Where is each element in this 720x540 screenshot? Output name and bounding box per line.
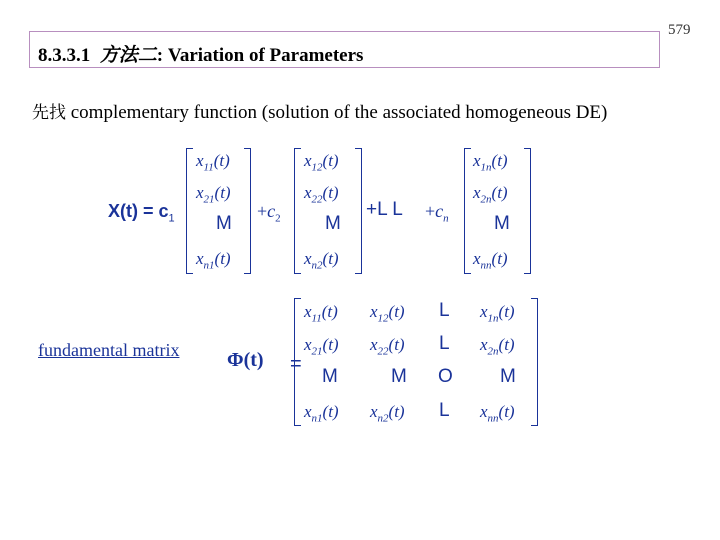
- bracket-col2-left: [294, 148, 301, 274]
- intro-text: [32, 100, 672, 126]
- plus-sign-1: +: [257, 201, 268, 221]
- col2-cell-0: $x_{12}(t)$: [304, 151, 339, 174]
- phi-cell-3-1: $x_{n2}(t)$: [370, 402, 405, 425]
- page-title: [38, 40, 363, 67]
- cn-sub: n: [443, 212, 449, 225]
- bracket-coln-left: [464, 148, 471, 274]
- phi-lhs: Φ(t): [227, 349, 264, 371]
- phi-cell-2-0: M: [322, 366, 338, 387]
- col2-cell-3: $x_{n2}(t)$: [304, 249, 339, 272]
- phi-cell-0-0: $x_{11}(t)$: [304, 302, 338, 325]
- x-lhs-text: X(t) = c: [108, 201, 169, 221]
- coln-cell-1: $x_{2n}(t)$: [473, 183, 508, 206]
- c2-sub: 2: [275, 212, 281, 225]
- x-lhs-sub: 1: [168, 212, 175, 225]
- phi-cell-0-1: $x_{12}(t)$: [370, 302, 405, 325]
- phi-cell-3-3: $x_{nn}(t)$: [480, 402, 515, 425]
- phi-cell-0-2: L: [439, 300, 450, 321]
- bracket-col1-left: [186, 148, 193, 274]
- phi-cell-1-0: $x_{21}(t)$: [304, 335, 339, 358]
- phi-cell-1-3: $x_{2n}(t)$: [480, 335, 515, 358]
- coln-cell-3: $x_{nn}(t)$: [473, 249, 508, 272]
- phi-cell-2-2: O: [438, 366, 453, 387]
- plus-cn: [425, 201, 449, 225]
- phi-cell-3-2: L: [439, 400, 450, 421]
- coln-cell-2: M: [494, 213, 510, 234]
- cn: c: [435, 201, 444, 221]
- title-box: [29, 31, 660, 68]
- fundamental-matrix-label: fundamental matrix: [38, 340, 180, 360]
- bracket-phi-right: [531, 298, 538, 426]
- bracket-col2-right: [355, 148, 362, 274]
- title-number: 8.3.3.1: [38, 45, 91, 66]
- intro-cjk: 先找: [32, 103, 66, 123]
- col1-cell-3: $x_{n1}(t)$: [196, 249, 231, 272]
- col1-cell-0: $x_{11}(t)$: [196, 151, 230, 174]
- phi-cell-2-1: M: [391, 366, 407, 387]
- phi-cell-1-1: $x_{22}(t)$: [370, 335, 405, 358]
- bracket-coln-right: [524, 148, 531, 274]
- bracket-col1-right: [244, 148, 251, 274]
- coln-cell-0: $x_{1n}(t)$: [473, 151, 508, 174]
- ellipsis-terms: +L L: [366, 199, 403, 220]
- bracket-phi-left: [294, 298, 301, 426]
- plus-sign-2: +: [425, 201, 436, 221]
- col1-cell-1: $x_{21}(t)$: [196, 183, 231, 206]
- phi-cell-0-3: $x_{1n}(t)$: [480, 302, 515, 325]
- intro-body: complementary function (solution of the associated homogeneous DE): [66, 102, 608, 123]
- phi-cell-1-2: L: [439, 333, 450, 354]
- x-lhs: [108, 201, 175, 225]
- col2-cell-2: M: [325, 213, 341, 234]
- c2: c: [267, 201, 276, 221]
- phi-equals: =: [290, 353, 302, 375]
- phi-cell-2-3: M: [500, 366, 516, 387]
- title-cjk: 方法二: [99, 44, 157, 66]
- col2-cell-1: $x_{22}(t)$: [304, 183, 339, 206]
- phi-cell-3-0: $x_{n1}(t)$: [304, 402, 339, 425]
- plus-c2: [257, 201, 281, 225]
- title-rest: : Variation of Parameters: [156, 45, 364, 66]
- page-number: 579: [668, 22, 691, 38]
- col1-cell-2: M: [216, 213, 232, 234]
